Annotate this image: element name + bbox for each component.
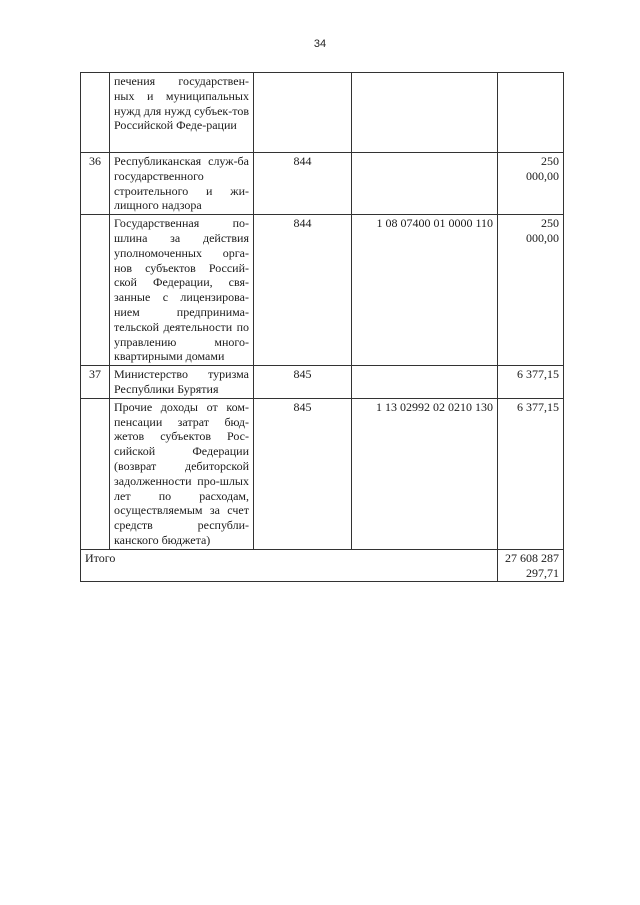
sum-cell bbox=[498, 153, 564, 215]
income-name-cell: печения государствен-ных и муниципальных нужд для нужд субъек-тов Российской Феде-рации bbox=[110, 73, 254, 153]
sum-value: 250 000,00 bbox=[526, 216, 559, 245]
sum-value: 6 377,15 bbox=[517, 399, 559, 414]
table-row bbox=[81, 73, 564, 153]
income-name-cell: Министерство туризма Республики Бурятия bbox=[110, 366, 254, 399]
admin-code-cell: 844 bbox=[254, 153, 352, 215]
admin-code-cell: 845 bbox=[254, 366, 352, 399]
admin-code-cell: 845 bbox=[254, 398, 352, 549]
income-code-cell bbox=[352, 366, 498, 399]
table-row bbox=[81, 153, 564, 215]
table-row bbox=[81, 366, 564, 399]
income-code-cell bbox=[352, 153, 498, 215]
income-name-cell: Государственная по-шлина за действия уполномоченных орга-нов субъектов Россий-ской Федерации, свя-занные с лицензирова-нием предпринима-тельской деятельности по управлению много-квартирными домами bbox=[110, 215, 254, 366]
row-number-cell: 37 bbox=[81, 366, 110, 399]
table-row bbox=[81, 215, 564, 366]
total-sum-cell bbox=[498, 549, 564, 582]
income-code-cell: 1 13 02992 02 0210 130 bbox=[352, 398, 498, 549]
table-row bbox=[81, 398, 564, 549]
sum-cell bbox=[498, 366, 564, 399]
row-number-cell bbox=[81, 398, 110, 549]
sum-cell bbox=[498, 398, 564, 549]
admin-code-cell: 844 bbox=[254, 215, 352, 366]
page-number: 34 bbox=[313, 38, 327, 50]
budget-income-table bbox=[80, 72, 564, 582]
income-code-cell bbox=[352, 73, 498, 153]
sum-cell bbox=[498, 215, 564, 366]
income-name-cell: Прочие доходы от ком-пенсации затрат бюд-жетов субъектов Рос-сийской Федерации (возврат дебиторской задолженности про-шлых лет по расходам, осуществляемым за счет средств республи-канского бюджета) bbox=[110, 398, 254, 549]
income-code-cell: 1 08 07400 01 0000 110 bbox=[352, 215, 498, 366]
row-number-cell bbox=[81, 73, 110, 153]
income-name-cell: Республиканская служ-ба государственного строительного и жи-лищного надзора bbox=[110, 153, 254, 215]
sum-cell bbox=[498, 73, 564, 153]
total-sum-value: 27 608 287 297,71 bbox=[505, 550, 559, 580]
sum-value: 250 000,00 bbox=[526, 154, 559, 183]
total-row bbox=[81, 549, 564, 582]
row-number-cell bbox=[81, 215, 110, 366]
total-label: Итого bbox=[81, 549, 498, 582]
admin-code-cell bbox=[254, 73, 352, 153]
row-number-cell: 36 bbox=[81, 153, 110, 215]
sum-value: 6 377,15 bbox=[517, 367, 559, 382]
